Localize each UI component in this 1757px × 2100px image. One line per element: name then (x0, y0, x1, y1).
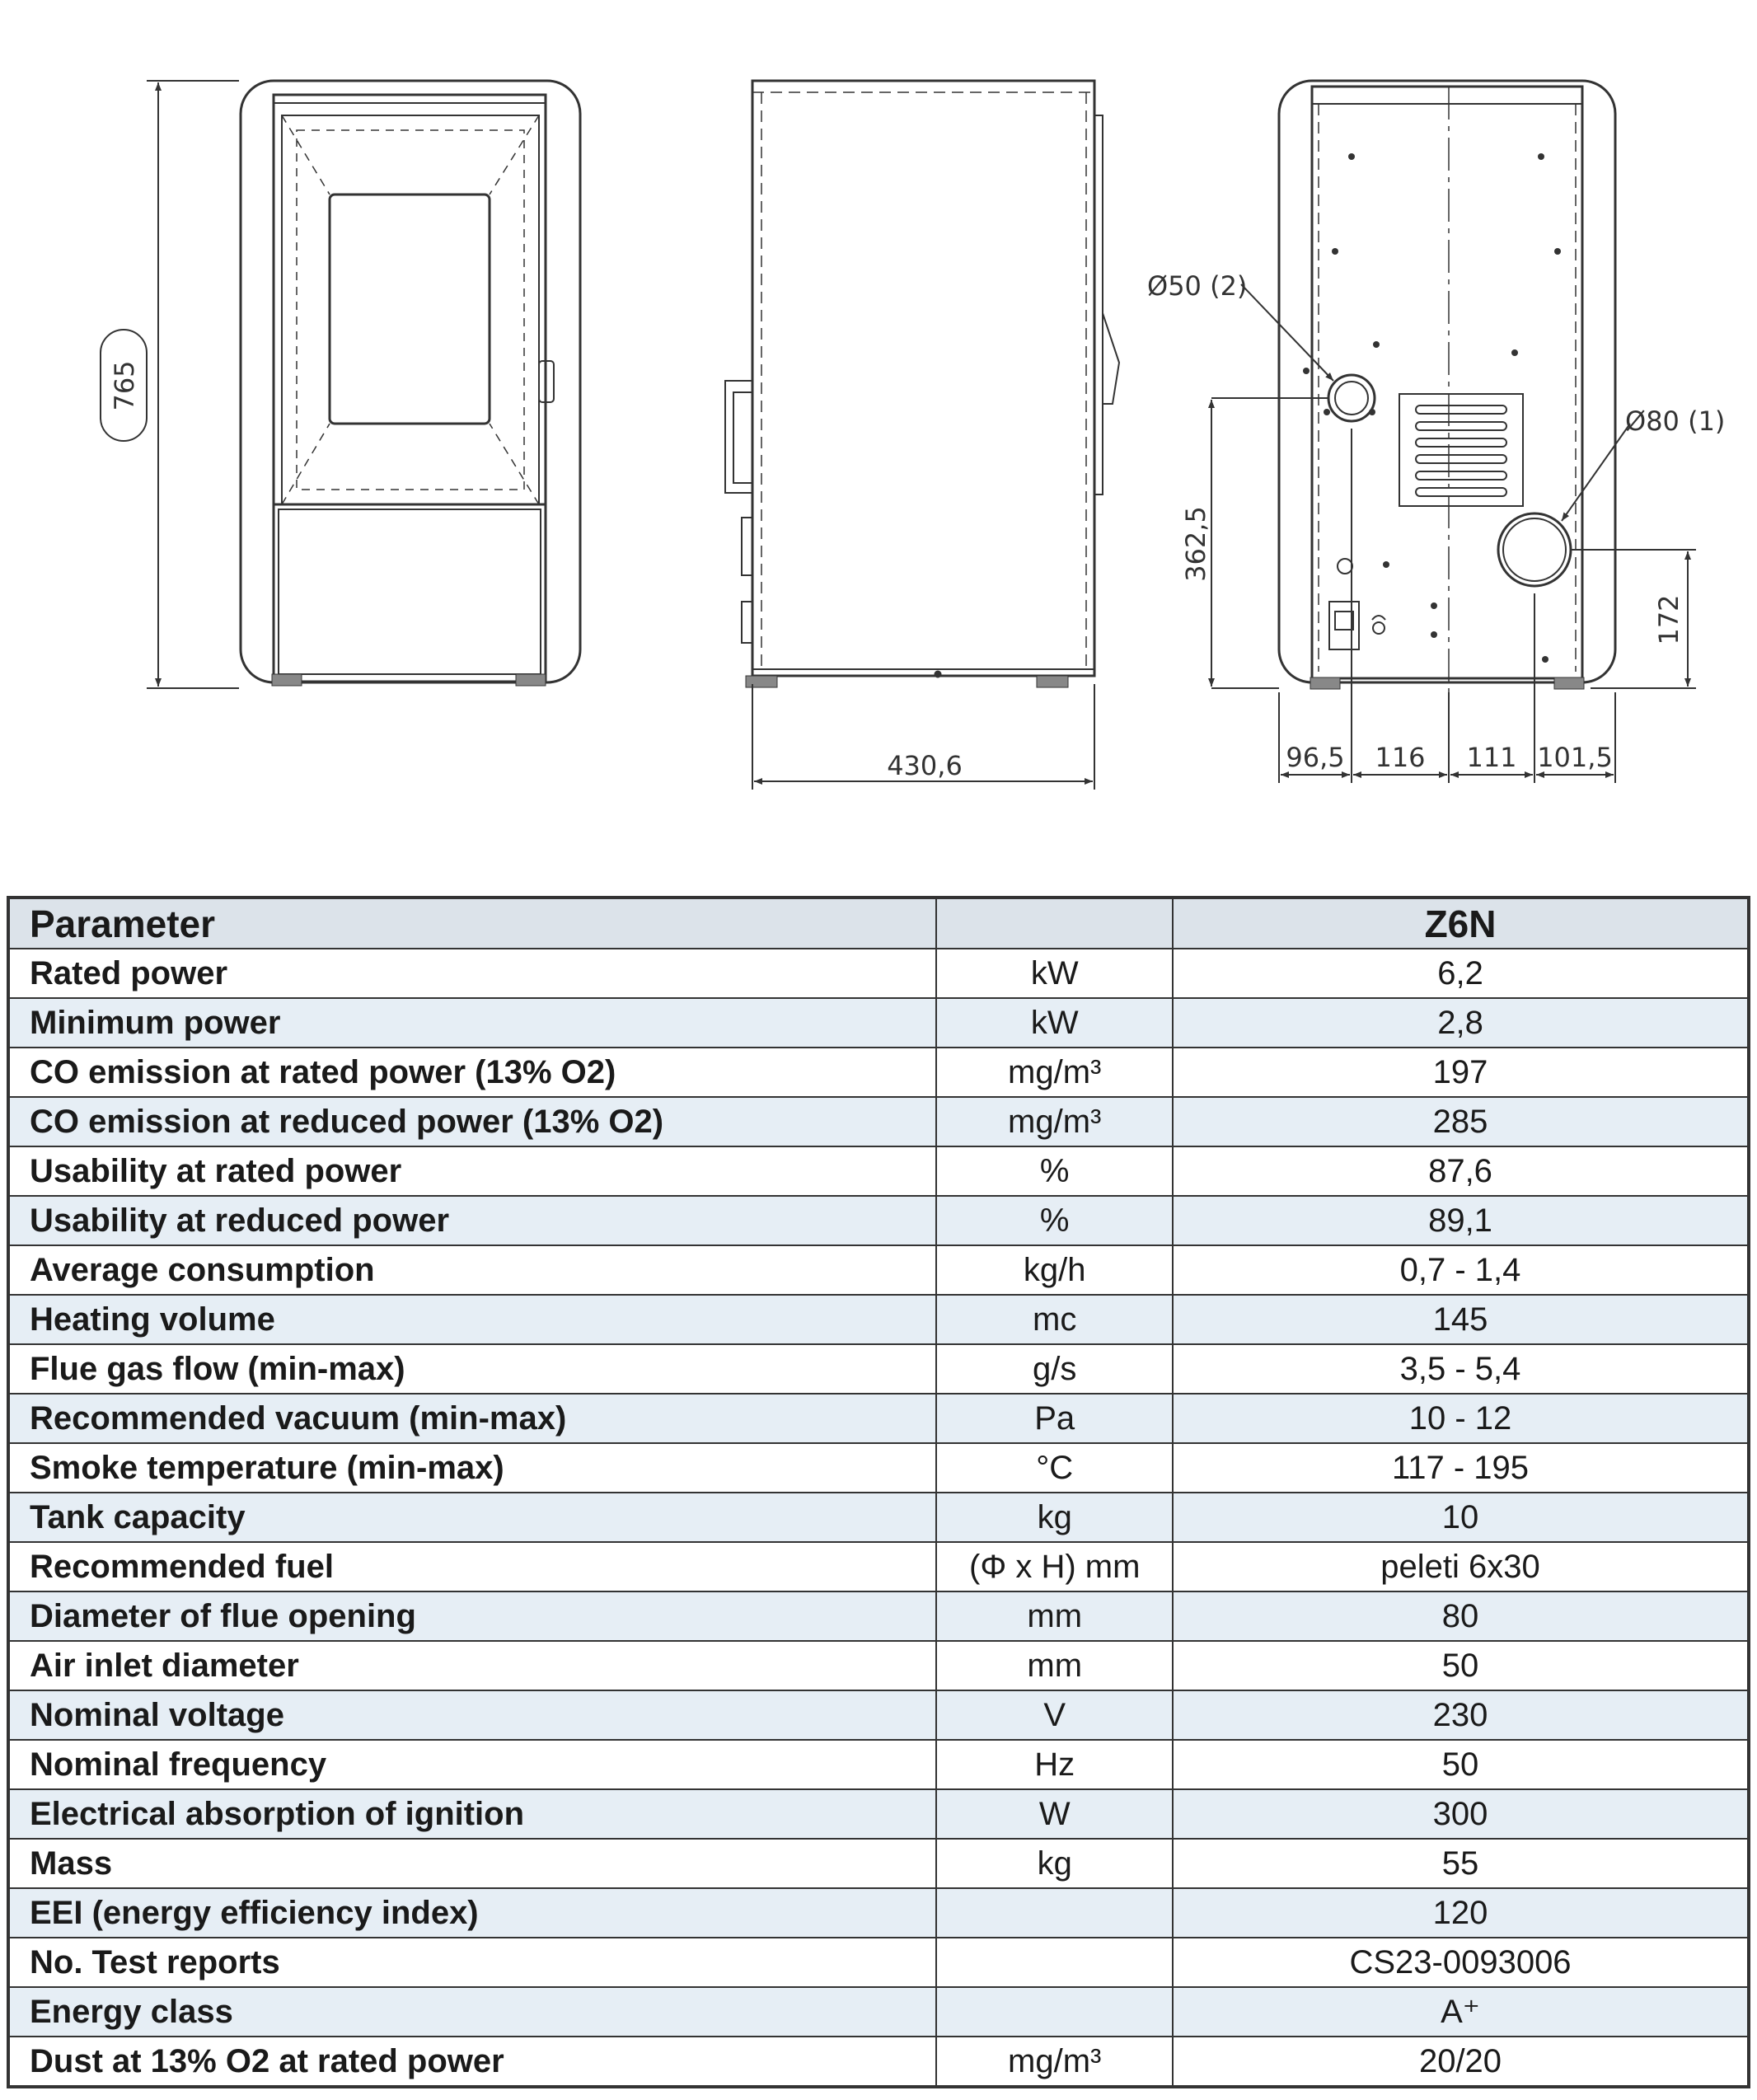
table-row (8, 1394, 1749, 1443)
row-unit: °C (936, 1443, 1173, 1493)
table-row (8, 1196, 1749, 1245)
row-value: 117 - 195 (1173, 1443, 1749, 1493)
row-value: 10 (1173, 1493, 1749, 1542)
table-row (8, 1048, 1749, 1097)
table-row (8, 998, 1749, 1048)
row-parameter: Dust at 13% O2 at rated power (8, 2037, 936, 2087)
row-value: 10 - 12 (1173, 1394, 1749, 1443)
row-value: 120 (1173, 1888, 1749, 1938)
row-unit: mg/m³ (936, 1048, 1173, 1097)
table-row (8, 1493, 1749, 1542)
table-row (8, 1888, 1749, 1938)
row-parameter: Average consumption (8, 1245, 936, 1295)
row-unit: kW (936, 998, 1173, 1048)
row-parameter: No. Test reports (8, 1938, 936, 1987)
header-unit (936, 898, 1173, 949)
row-value: 87,6 (1173, 1146, 1749, 1196)
row-value: 197 (1173, 1048, 1749, 1097)
row-value: 80 (1173, 1591, 1749, 1641)
side-view (725, 81, 1119, 687)
table-header-row (8, 898, 1749, 949)
row-unit (936, 1938, 1173, 1987)
table-row (8, 1097, 1749, 1146)
row-value: 2,8 (1173, 998, 1749, 1048)
row-value: 3,5 - 5,4 (1173, 1344, 1749, 1394)
table-row (8, 1641, 1749, 1690)
row-parameter: Rated power (8, 949, 936, 998)
row-value: 20/20 (1173, 2037, 1749, 2087)
table-row (8, 949, 1749, 998)
row-value: 50 (1173, 1641, 1749, 1690)
bottom-dimension-4: 101,5 (1537, 742, 1613, 773)
table-row (8, 1245, 1749, 1295)
row-value: 285 (1173, 1097, 1749, 1146)
specification-table (7, 896, 1750, 2088)
row-value: 55 (1173, 1839, 1749, 1888)
header-model: Z6N (1173, 898, 1749, 949)
row-unit: W (936, 1789, 1173, 1839)
bottom-dimension-3: 111 (1466, 742, 1517, 773)
row-parameter: Energy class (8, 1987, 936, 2037)
table-row (8, 1987, 1749, 2037)
bottom-dimension-2: 116 (1375, 742, 1426, 773)
row-unit: % (936, 1196, 1173, 1245)
row-value: 50 (1173, 1740, 1749, 1789)
row-unit: mm (936, 1641, 1173, 1690)
technical-drawing (0, 0, 1757, 865)
air-inlet-diameter-label: Ø50 (2) (1147, 270, 1248, 302)
row-unit: mg/m³ (936, 1097, 1173, 1146)
row-parameter: Mass (8, 1839, 936, 1888)
bottom-dimension-1: 96,5 (1286, 742, 1345, 773)
outlet-height-label: 172 (1653, 594, 1684, 645)
row-parameter: Tank capacity (8, 1493, 936, 1542)
row-parameter: Electrical absorption of ignition (8, 1789, 936, 1839)
depth-dimension-label: 430,6 (887, 750, 963, 781)
row-parameter: Air inlet diameter (8, 1641, 936, 1690)
row-unit: Pa (936, 1394, 1173, 1443)
row-parameter: Recommended fuel (8, 1542, 936, 1591)
table-row (8, 1146, 1749, 1196)
height-dimension-label: 765 (109, 360, 140, 411)
table-row (8, 1839, 1749, 1888)
row-unit: (Φ x H) mm (936, 1542, 1173, 1591)
row-parameter: Minimum power (8, 998, 936, 1048)
row-unit: kW (936, 949, 1173, 998)
row-parameter: Usability at reduced power (8, 1196, 936, 1245)
row-parameter: Heating volume (8, 1295, 936, 1344)
row-unit: g/s (936, 1344, 1173, 1394)
row-parameter: EEI (energy efficiency index) (8, 1888, 936, 1938)
table-row (8, 1295, 1749, 1344)
back-view-dimensions (1211, 284, 1696, 783)
row-value: 300 (1173, 1789, 1749, 1839)
table-row (8, 1542, 1749, 1591)
row-parameter: CO emission at reduced power (13% O2) (8, 1097, 936, 1146)
row-unit (936, 1987, 1173, 2037)
row-value: A⁺ (1173, 1987, 1749, 2037)
table-row (8, 1591, 1749, 1641)
row-parameter: Diameter of flue opening (8, 1591, 936, 1641)
row-unit: kg/h (936, 1245, 1173, 1295)
row-unit: mm (936, 1591, 1173, 1641)
specification-table-body (8, 898, 1749, 2087)
stove-drawing (0, 0, 1757, 865)
front-view (241, 81, 580, 686)
row-unit: mg/m³ (936, 2037, 1173, 2087)
row-unit (936, 1888, 1173, 1938)
row-parameter: Flue gas flow (min-max) (8, 1344, 936, 1394)
row-unit: mc (936, 1295, 1173, 1344)
header-parameter: Parameter (8, 898, 936, 949)
row-parameter: Recommended vacuum (min-max) (8, 1394, 936, 1443)
table-row (8, 1690, 1749, 1740)
row-value: CS23-0093006 (1173, 1938, 1749, 1987)
row-parameter: Nominal frequency (8, 1740, 936, 1789)
row-parameter: Usability at rated power (8, 1146, 936, 1196)
flue-diameter-label: Ø80 (1) (1625, 405, 1726, 437)
row-unit: kg (936, 1493, 1173, 1542)
row-unit: V (936, 1690, 1173, 1740)
row-value: 145 (1173, 1295, 1749, 1344)
row-parameter: Smoke temperature (min-max) (8, 1443, 936, 1493)
table-row (8, 1344, 1749, 1394)
row-parameter: CO emission at rated power (13% O2) (8, 1048, 936, 1097)
row-value: peleti 6x30 (1173, 1542, 1749, 1591)
back-view (1279, 81, 1615, 692)
table-row (8, 1740, 1749, 1789)
row-unit: kg (936, 1839, 1173, 1888)
table-row (8, 1443, 1749, 1493)
row-value: 0,7 - 1,4 (1173, 1245, 1749, 1295)
row-value: 230 (1173, 1690, 1749, 1740)
row-unit: % (936, 1146, 1173, 1196)
row-value: 89,1 (1173, 1196, 1749, 1245)
flue-height-label: 362,5 (1180, 506, 1211, 582)
table-row (8, 1789, 1749, 1839)
table-row (8, 1938, 1749, 1987)
row-parameter: Nominal voltage (8, 1690, 936, 1740)
table-row (8, 2037, 1749, 2087)
row-unit: Hz (936, 1740, 1173, 1789)
row-value: 6,2 (1173, 949, 1749, 998)
